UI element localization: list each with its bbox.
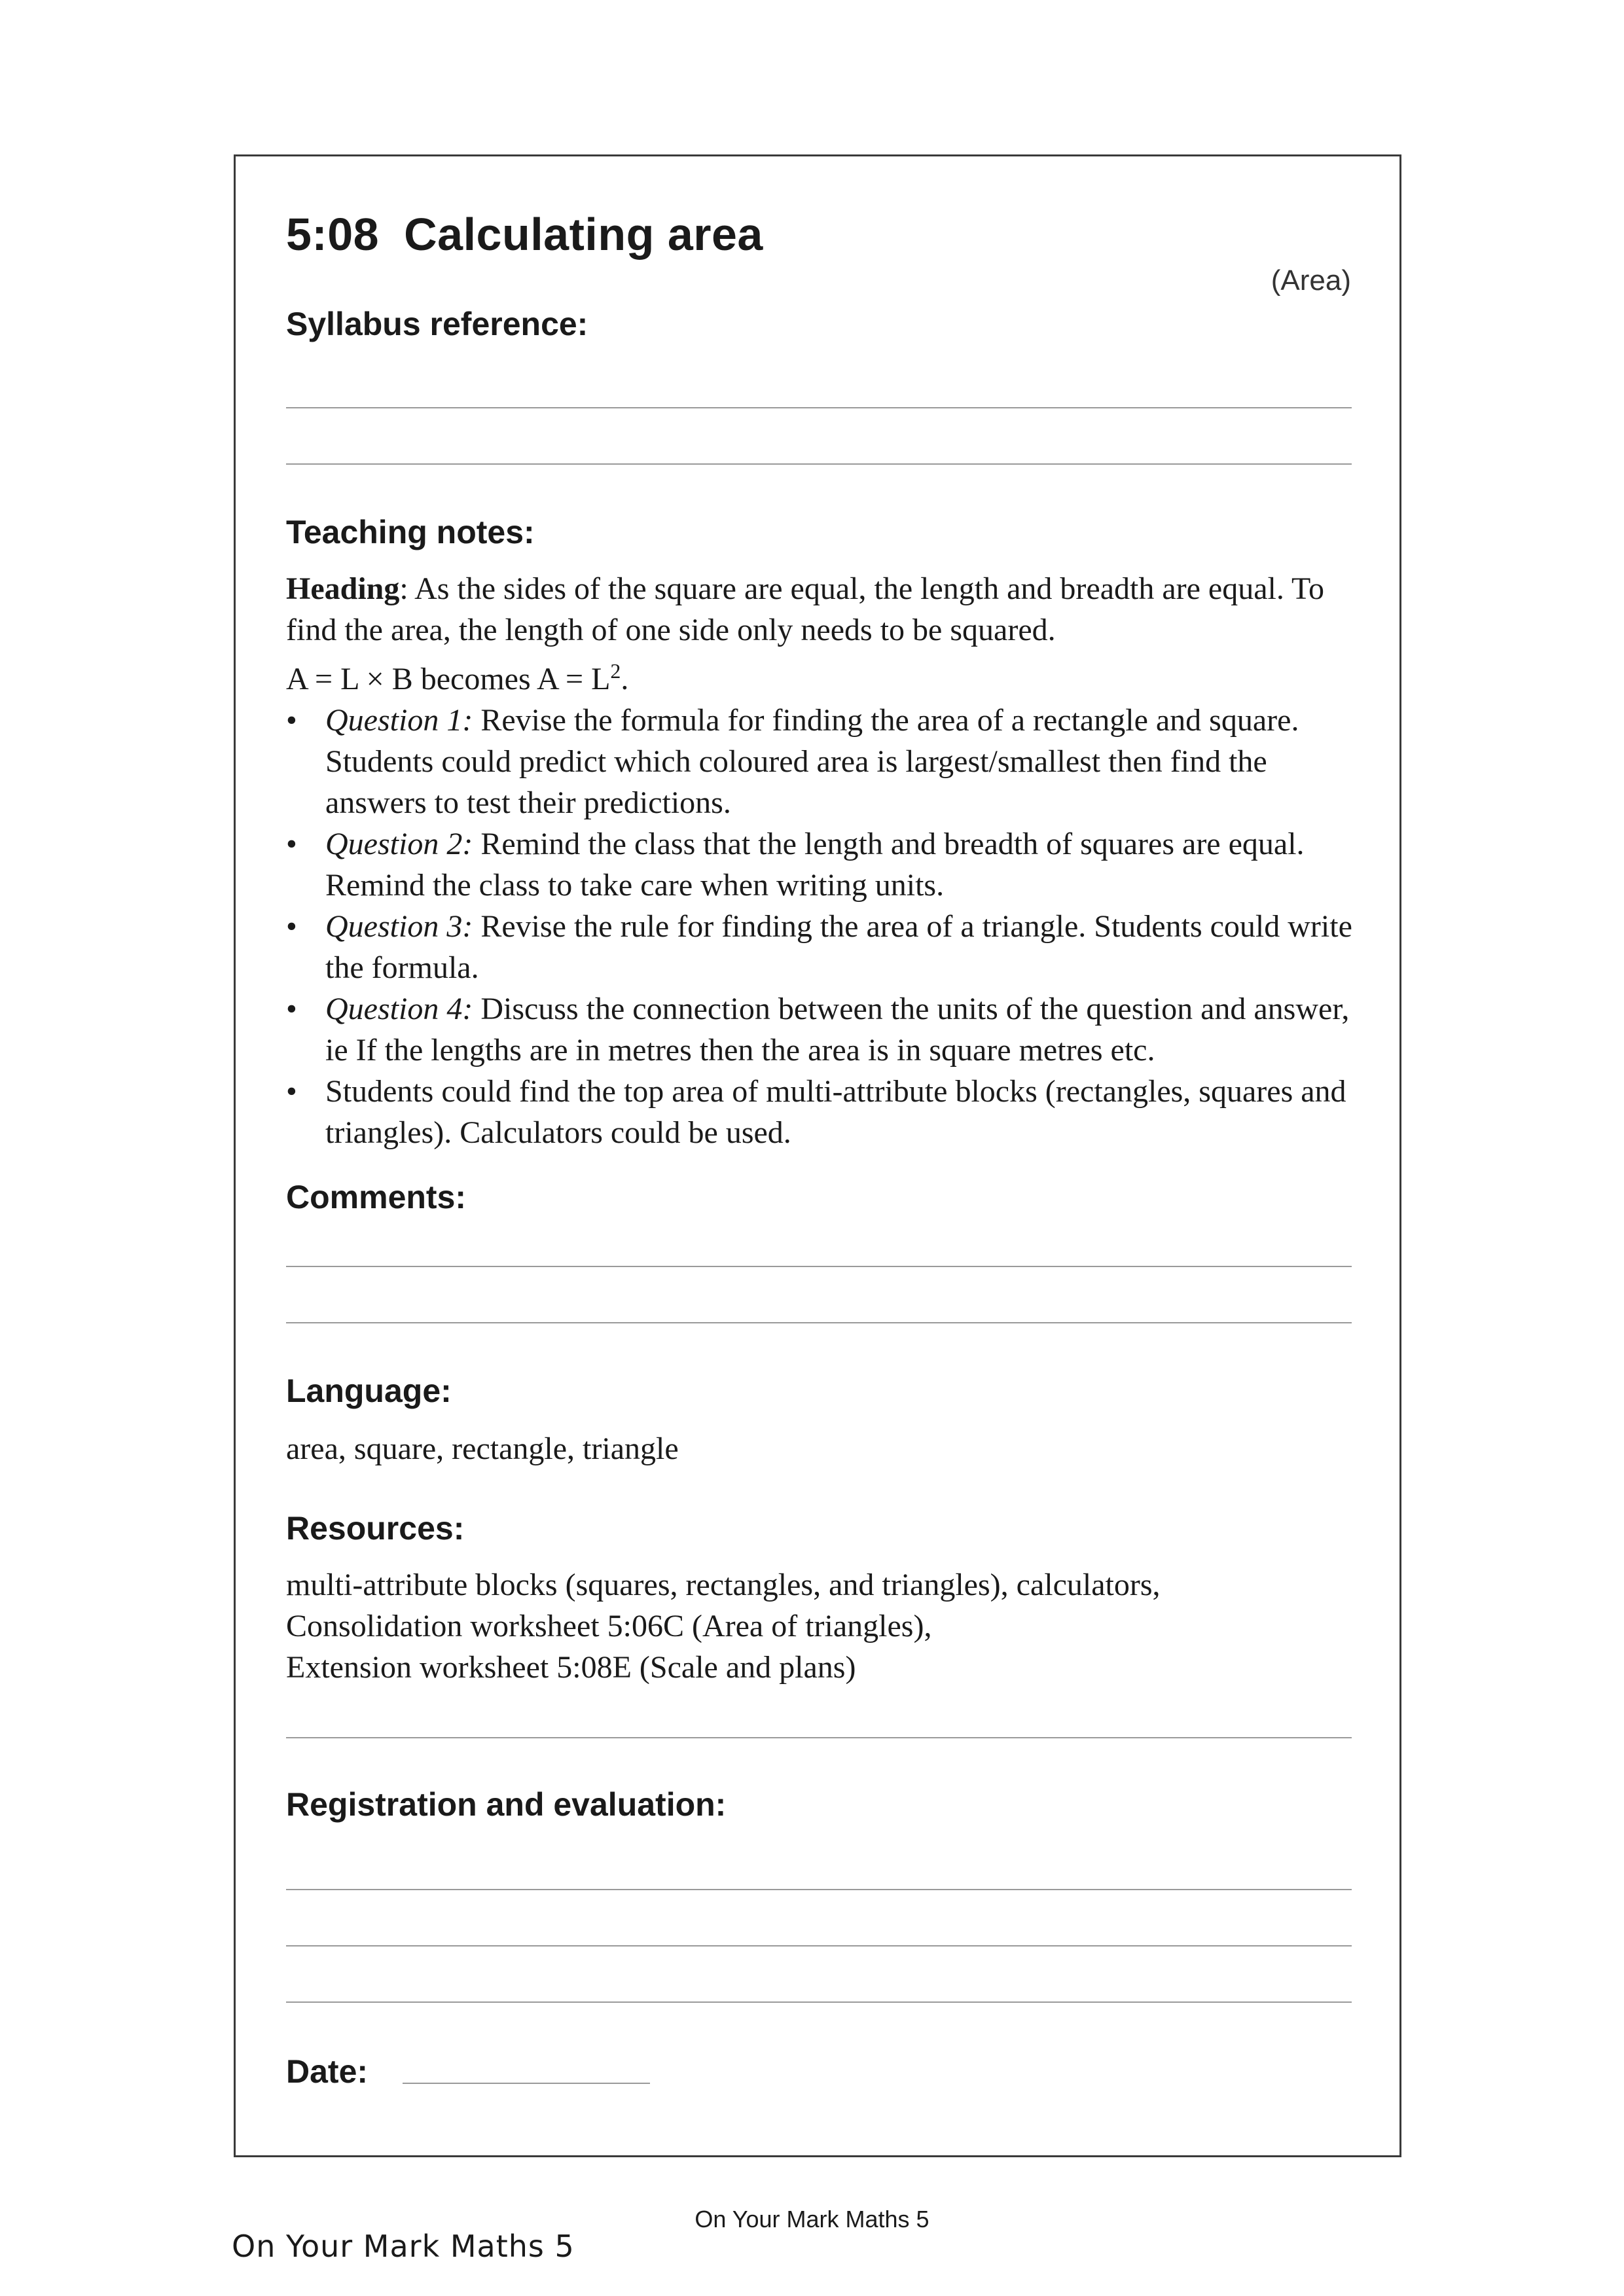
registration-line-2[interactable] (286, 1945, 1352, 1946)
heading-note-label: Heading (286, 571, 400, 606)
resources-heading: Resources: (286, 1510, 465, 1547)
list-item (286, 988, 1360, 1071)
list-item (286, 906, 1360, 988)
question-label: Question 2: (325, 827, 473, 861)
lesson-title (286, 208, 763, 260)
list-item-text: Discuss the connection between the units of the question and answer, ie If the lengths are in metres then the area is in square metres etc. (325, 992, 1350, 1067)
subtopic-label: (Area) (1271, 264, 1351, 296)
list-item (286, 1071, 1360, 1153)
footer-center-text: On Your Mark Maths 5 (695, 2206, 929, 2233)
resource-line: Extension worksheet 5:08E (Scale and plans) (286, 1650, 856, 1685)
formula-exponent: 2 (610, 659, 621, 683)
bullet-icon: • (286, 703, 297, 738)
comments-heading: Comments: (286, 1179, 467, 1215)
list-item-text: Revise the rule for finding the area of a triangle. Students could write the formula. (325, 909, 1352, 985)
teaching-notes-heading: Teaching notes: (286, 514, 535, 550)
question-label: Question 4: (325, 992, 473, 1026)
language-heading: Language: (286, 1372, 452, 1409)
resource-line: multi-attribute blocks (squares, rectangles, and triangles), calculators, (286, 1568, 1161, 1602)
page-frame (234, 154, 1401, 2157)
comments-line-1[interactable] (286, 1266, 1352, 1267)
list-item-text: Students could find the top area of multi-attribute blocks (rectangles, squares and triangles). Calculators could be used. (325, 1074, 1346, 1150)
date-field[interactable] (403, 2083, 650, 2084)
registration-heading: Registration and evaluation: (286, 1786, 727, 1823)
bullet-icon: • (286, 827, 297, 861)
syllabus-line-1[interactable] (286, 407, 1352, 408)
resources-list (286, 1564, 1360, 1688)
resources-divider (286, 1737, 1352, 1738)
formula-end: . (621, 662, 629, 696)
date-label: Date: (286, 2053, 369, 2090)
list-item-text: Revise the formula for finding the area of a rectangle and square. Students could predict which coloured area is largest/smallest then find the answers to test their predictions. (325, 703, 1299, 820)
question-label: Question 1: (325, 703, 473, 738)
lesson-number: 5:08 (286, 209, 380, 260)
heading-note-text: : As the sides of the square are equal, the length and breadth are equal. To find the area, the length of one side only needs to be squared. (286, 571, 1324, 647)
resource-line: Consolidation worksheet 5:06C (Area of triangles), (286, 1609, 932, 1643)
bullet-icon: • (286, 992, 297, 1026)
syllabus-line-2[interactable] (286, 463, 1352, 465)
bullet-icon: • (286, 909, 297, 944)
teaching-notes-list (286, 700, 1360, 1153)
formula-text: A = L × B becomes A = L (286, 662, 611, 696)
registration-line-1[interactable] (286, 1889, 1352, 1890)
heading-note (286, 568, 1360, 651)
list-item-text: Remind the class that the length and breadth of squares are equal. Remind the class to take care when writing units. (325, 827, 1305, 903)
list-item (286, 700, 1360, 823)
bullet-icon: • (286, 1074, 297, 1109)
language-text: area, square, rectangle, triangle (286, 1431, 679, 1466)
list-item (286, 823, 1360, 906)
formula-line (286, 651, 1360, 700)
question-label: Question 3: (325, 909, 473, 944)
syllabus-heading: Syllabus reference: (286, 306, 588, 342)
registration-line-3[interactable] (286, 2001, 1352, 2003)
teaching-notes-body (286, 568, 1360, 1153)
footer-left-text: On Your Mark Maths 5 (232, 2229, 575, 2264)
lesson-title-text: Calculating area (404, 209, 763, 260)
comments-line-2[interactable] (286, 1322, 1352, 1323)
